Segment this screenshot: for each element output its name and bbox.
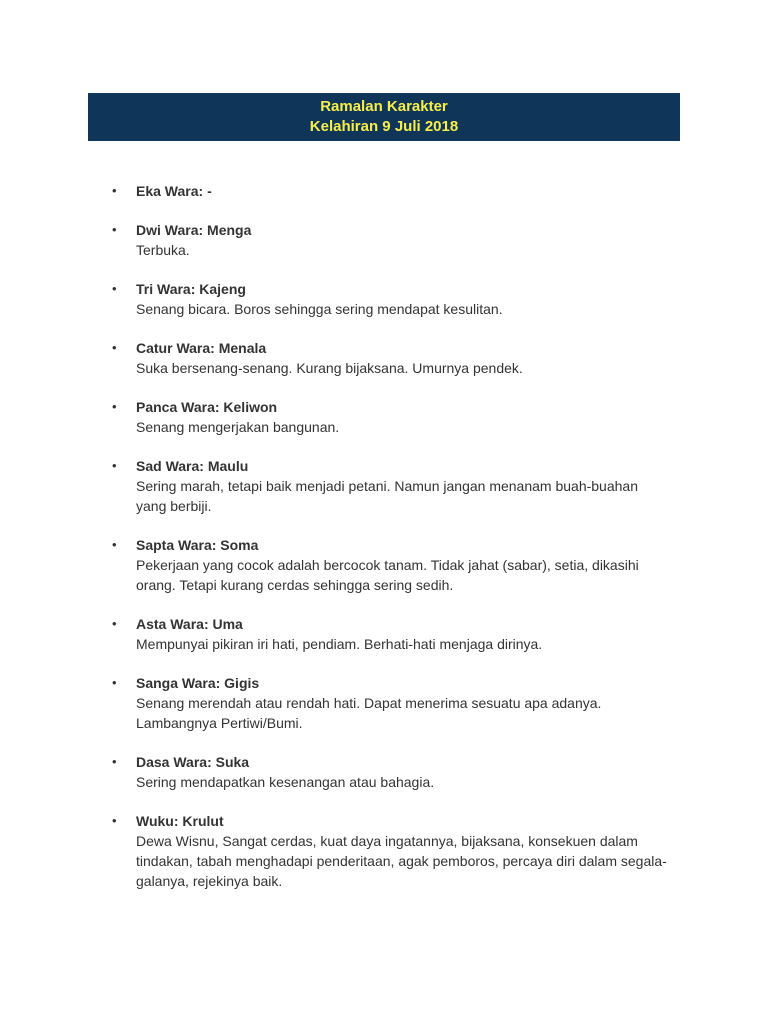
entry-title: Dasa Wara: Suka	[136, 754, 250, 770]
page-subtitle: Kelahiran 9 Juli 2018	[309, 118, 459, 135]
list-item-catur-wara	[112, 338, 672, 378]
bullet-icon: •	[112, 458, 117, 473]
entry-title: Panca Wara: Keliwon	[136, 399, 278, 415]
entry-description: Pekerjaan yang cocok adalah bercocok tanam. Tidak jahat (sabar), setia, dikasihi orang. Tetapi kurang cerdas sehingga sering sedih.	[136, 557, 639, 593]
list-item-dwi-wara	[112, 220, 672, 260]
bullet-icon: •	[112, 399, 117, 414]
bullet-icon: •	[112, 813, 117, 828]
list-item-asta-wara	[112, 614, 672, 654]
character-list	[112, 181, 672, 910]
entry-title: Sad Wara: Maulu	[136, 458, 249, 474]
page-title: Ramalan Karakter	[320, 98, 448, 115]
bullet-icon: •	[112, 754, 117, 769]
list-item-sapta-wara	[112, 535, 672, 595]
entry-description: Terbuka.	[136, 242, 190, 258]
bullet-icon: •	[112, 537, 117, 552]
header-banner	[88, 93, 680, 141]
list-item-eka-wara	[112, 181, 672, 201]
entry-title: Catur Wara: Menala	[136, 340, 267, 356]
bullet-icon: •	[112, 675, 117, 690]
list-item-panca-wara	[112, 397, 672, 437]
entry-title: Eka Wara: -	[136, 183, 212, 199]
entry-description: Mempunyai pikiran iri hati, pendiam. Berhati-hati menjaga dirinya.	[136, 636, 543, 652]
entry-description: Dewa Wisnu, Sangat cerdas, kuat daya ingatannya, bijaksana, konsekuen dalam tindakan, tabah menghadapi penderitaan, agak pemboros, percaya diri dalam segala-galanya, rejekinya baik.	[136, 833, 667, 889]
list-item-sad-wara	[112, 456, 672, 516]
bullet-icon: •	[112, 616, 117, 631]
entry-title: Dwi Wara: Menga	[136, 222, 252, 238]
entry-description: Senang mengerjakan bangunan.	[136, 419, 340, 435]
entry-description: Sering mendapatkan kesenangan atau bahagia.	[136, 774, 435, 790]
bullet-icon: •	[112, 340, 117, 355]
entry-title: Tri Wara: Kajeng	[136, 281, 246, 297]
entry-description: Senang merendah atau rendah hati. Dapat menerima sesuatu apa adanya. Lambangnya Pertiwi/Bumi.	[136, 695, 602, 731]
bullet-icon: •	[112, 281, 117, 296]
list-item-tri-wara	[112, 279, 672, 319]
list-item-wuku	[112, 811, 672, 891]
entry-title: Asta Wara: Uma	[136, 616, 243, 632]
entry-title: Wuku: Krulut	[136, 813, 224, 829]
list-item-dasa-wara	[112, 752, 672, 792]
entry-description: Suka bersenang-senang. Kurang bijaksana. Umurnya pendek.	[136, 360, 523, 376]
entry-title: Sanga Wara: Gigis	[136, 675, 260, 691]
bullet-icon: •	[112, 222, 117, 237]
entry-title: Sapta Wara: Soma	[136, 537, 259, 553]
entry-description: Sering marah, tetapi baik menjadi petani. Namun jangan menanam buah-buahan yang berbiji.	[136, 478, 638, 514]
entry-description: Senang bicara. Boros sehingga sering mendapat kesulitan.	[136, 301, 503, 317]
bullet-icon: •	[112, 183, 117, 198]
list-item-sanga-wara	[112, 673, 672, 733]
